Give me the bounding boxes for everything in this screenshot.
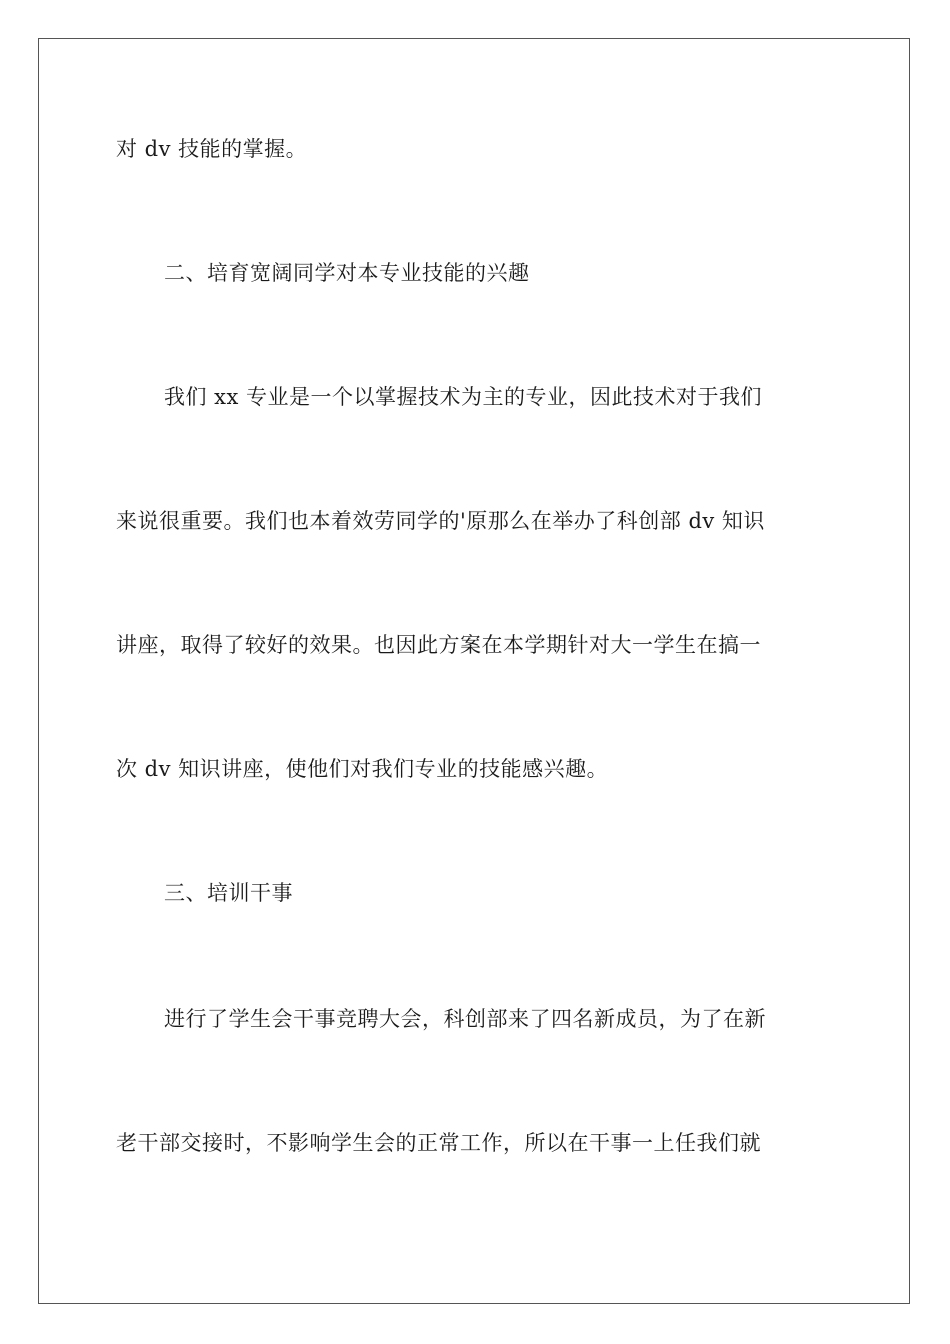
paragraph-line: 老干部交接时，不影响学生会的正常工作，所以在干事一上任我们就 (116, 1131, 761, 1155)
paragraph-line: 进行了学生会干事竞聘大会，科创部来了四名新成员，为了在新 (164, 1007, 766, 1031)
paragraph-line: 次 dv 知识讲座，使他们对我们专业的技能感兴趣。 (116, 757, 609, 781)
section-heading: 二、培育宽阔同学对本专业技能的兴趣 (164, 261, 530, 285)
paragraph-line: 来说很重要。我们也本着效劳同学的'原那么在举办了科创部 dv 知识 (116, 509, 765, 533)
paragraph-line: 对 dv 技能的掌握。 (116, 137, 308, 161)
page-border (38, 38, 910, 1304)
paragraph-line: 讲座，取得了较好的效果。也因此方案在本学期针对大一学生在搞一 (116, 633, 761, 657)
paragraph-line: 我们 xx 专业是一个以掌握技术为主的专业，因此技术对于我们 (164, 385, 763, 409)
section-heading: 三、培训干事 (164, 881, 293, 905)
